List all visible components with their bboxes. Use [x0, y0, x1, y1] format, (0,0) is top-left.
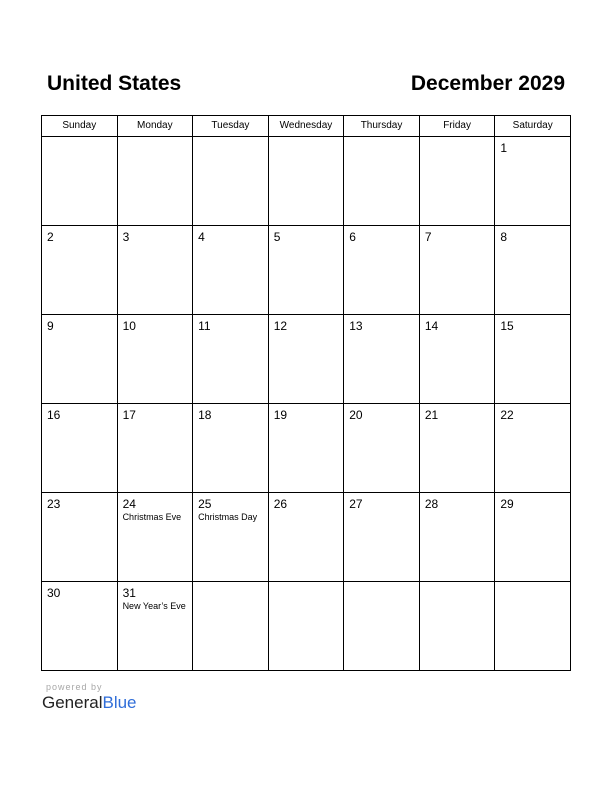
- day-cell: [419, 226, 495, 315]
- day-number: 26: [273, 497, 288, 511]
- day-cell: [268, 315, 344, 404]
- weekday-header-row: [42, 116, 571, 137]
- day-cell: [117, 315, 193, 404]
- day-number: 2: [47, 230, 54, 244]
- empty-day-cell: [268, 137, 344, 226]
- day-number: 3: [122, 230, 130, 244]
- day-cell: [193, 315, 269, 404]
- holiday-label: Christmas Eve: [122, 512, 182, 522]
- day-number: 4: [198, 230, 205, 244]
- day-number: 29: [500, 497, 514, 511]
- day-number: 22: [500, 408, 514, 422]
- day-number: 16: [47, 408, 61, 422]
- weekday-thursday: Thursday: [344, 116, 420, 137]
- day-number: 17: [122, 408, 136, 422]
- day-cell: [42, 315, 118, 404]
- day-number: 23: [47, 497, 61, 511]
- empty-day-cell: [42, 137, 118, 226]
- day-number: 20: [349, 408, 363, 422]
- empty-day-cell: [268, 582, 344, 671]
- empty-day-cell: [193, 582, 269, 671]
- day-cell: [117, 493, 193, 582]
- empty-day-cell: [117, 137, 193, 226]
- day-cell: [117, 582, 193, 671]
- day-cell: [419, 404, 495, 493]
- day-number: 9: [47, 319, 54, 333]
- weekday-wednesday: Wednesday: [268, 116, 344, 137]
- week-row: [42, 226, 571, 315]
- week-row: [42, 404, 571, 493]
- day-number: 31: [122, 586, 136, 600]
- day-cell: [268, 404, 344, 493]
- logo-blue-text: Blue: [102, 693, 137, 712]
- week-row: [42, 582, 571, 671]
- day-number: 8: [500, 230, 508, 244]
- day-cell: [495, 404, 571, 493]
- calendar-body: [42, 137, 571, 671]
- day-number: 5: [273, 230, 281, 244]
- day-cell: [42, 226, 118, 315]
- day-number: 7: [424, 230, 432, 244]
- empty-day-cell: [344, 137, 420, 226]
- day-cell: [117, 404, 193, 493]
- day-number: 19: [273, 408, 288, 422]
- day-cell: [495, 493, 571, 582]
- weekday-monday: Monday: [117, 116, 193, 137]
- logo-general-text: General: [42, 693, 103, 712]
- day-number: 18: [198, 408, 212, 422]
- day-cell: [193, 404, 269, 493]
- day-cell: [419, 493, 495, 582]
- country-title: United States: [47, 72, 182, 95]
- month-title: December 2029: [410, 72, 565, 95]
- holiday-label: New Year’s Eve: [122, 601, 186, 611]
- day-cell: [344, 493, 420, 582]
- day-cell: [42, 493, 118, 582]
- day-cell: [344, 226, 420, 315]
- empty-day-cell: [419, 582, 495, 671]
- day-number: 21: [424, 408, 439, 422]
- week-row: [42, 137, 571, 226]
- day-cell: [495, 137, 571, 226]
- day-number: 15: [500, 319, 514, 333]
- empty-day-cell: [495, 582, 571, 671]
- day-number: 11: [198, 319, 211, 333]
- empty-day-cell: [344, 582, 420, 671]
- weekday-tuesday: Tuesday: [193, 116, 269, 137]
- day-number: 27: [349, 497, 363, 511]
- holiday-label: Christmas Day: [198, 512, 258, 522]
- day-cell: [42, 582, 118, 671]
- day-number: 28: [424, 497, 439, 511]
- day-number: 13: [349, 319, 363, 333]
- empty-day-cell: [419, 137, 495, 226]
- day-cell: [193, 226, 269, 315]
- day-cell: [495, 226, 571, 315]
- day-number: 12: [273, 319, 288, 333]
- generalblue-logo[interactable]: [42, 693, 137, 713]
- empty-day-cell: [193, 137, 269, 226]
- day-number: 1: [500, 141, 508, 155]
- day-number: 6: [349, 230, 356, 244]
- week-row: [42, 493, 571, 582]
- day-cell: [344, 404, 420, 493]
- day-cell: [344, 315, 420, 404]
- day-number: 30: [47, 586, 61, 600]
- calendar-grid: [41, 115, 571, 671]
- day-cell: [268, 493, 344, 582]
- day-number: 10: [122, 319, 136, 333]
- day-cell: [495, 315, 571, 404]
- powered-by-label: powered by: [46, 682, 103, 692]
- day-cell: [419, 315, 495, 404]
- day-cell: [193, 493, 269, 582]
- day-cell: [42, 404, 118, 493]
- week-row: [42, 315, 571, 404]
- weekday-sunday: Sunday: [42, 116, 118, 137]
- day-number: 24: [122, 497, 136, 511]
- day-cell: [117, 226, 193, 315]
- day-number: 25: [198, 497, 212, 511]
- day-cell: [268, 226, 344, 315]
- weekday-friday: Friday: [419, 116, 495, 137]
- weekday-saturday: Saturday: [495, 116, 571, 137]
- day-number: 14: [424, 319, 439, 333]
